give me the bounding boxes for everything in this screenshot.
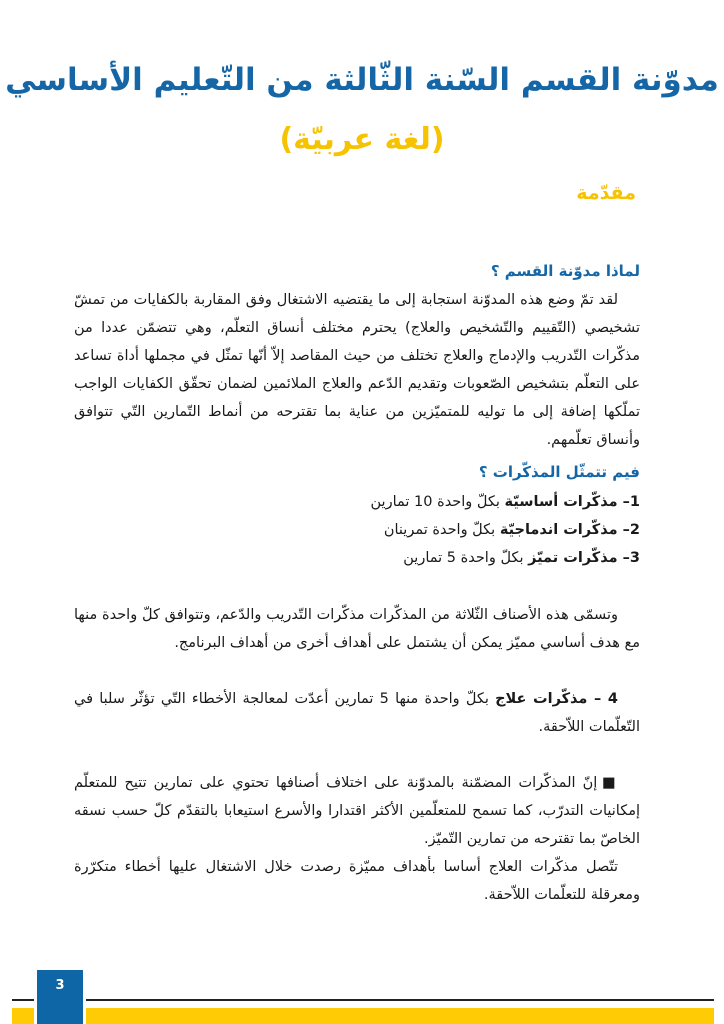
item-number: 1– (617, 494, 640, 510)
page-title: مدوّنة القسم السّنة الثّالثة من التّعليم الأساسي (5, 62, 719, 98)
item-number: 4 – (587, 691, 618, 707)
item-title: مذكّرات أساسيّة (504, 494, 618, 510)
item-text: بكلّ واحدة 10 تمارين (370, 494, 505, 510)
bullet-square-icon: ■ (601, 775, 618, 791)
section-heading-why: لماذا مدوّنة القسم ؟ (490, 262, 640, 280)
footer-band (86, 1008, 714, 1024)
list-item (371, 488, 641, 516)
intro-heading: مقدّمة (576, 182, 636, 204)
paragraph-exercises (74, 769, 640, 853)
paragraph-why: لقد تمّ وضع هذه المدوّنة استجابة إلى ما يقتضيه الاشتغال وفق المقاربة بالكفايات من تمشّ تشخيصي (التّقييم والتّشخيص والعلاج) يحترم مختلف أنساق التعلّم، وهي تتضمّن عددا من مذكّرات التّدريب والإدماج والعلاج تختلف من حيث المقاصد إلاّ أنّها تمثّل في مجملها أداة تساعد على التعلّم بتشخيص الصّعوبات وتقديم الدّعم والعلاج الملائمين لضمان تحقّق الكفايات الواجب تملّكها إضافة إلى ما توليه للمتميّزين من عناية بما تقترحه من أنماط التّمارين التّي تتوافق وأنساق تعلّمهم. (74, 292, 640, 448)
item-number: 2– (617, 522, 640, 538)
paragraph-categories: وتسمّى هذه الأصناف الثّلاثة من المذكّرات مذكّرات التّدريب والدّعم، وتتوافق كلّ واحدة منها مع هدف أساسي مميّز يمكن أن يشتمل على أهداف أخرى من أهداف البرنامج. (74, 607, 640, 651)
paragraph-text: إنّ المذكّرات المضمّنة بالمدوّنة على اختلاف أصنافها تحتوي على تمارين تتيح للمتعلّم إمكانيات التدرّب، كما تسمح للمتعلّمين الأكثر اقتدارا والأسرع استيعابا بالتقدّم كلّ حسب نسقه الخاصّ بما تقترحه من تمارين التّميّز. (74, 775, 640, 847)
item-title: مذكّرات علاج (495, 691, 588, 707)
page-number: 3 (55, 978, 65, 993)
list-item-remedial (74, 685, 640, 741)
item-title: مذكّرات تميّز (528, 550, 618, 566)
item-number: 3– (617, 550, 640, 566)
section-heading-what: فيم تتمثّل المذكّرات ؟ (478, 463, 640, 481)
footer-divider (12, 999, 34, 1001)
paragraph-remedial: تتّصل مذكّرات العلاج أساسا بأهداف مميّزة رصدت خلال الاشتغال عليها أخطاء متكرّرة ومعرقلة للتعلّمات اللاّحقة. (74, 859, 640, 903)
item-title: مذكّرات اندماجيّة (499, 522, 618, 538)
page-subtitle: (لغة عربيّة) (279, 122, 445, 157)
item-text: بكلّ واحدة منها 5 تمارين أعدّت لمعالجة الأخطاء التّي تؤثّر سلبا في التّعلّمات اللاّحقة. (74, 691, 640, 735)
item-text: بكلّ واحدة تمرينان (383, 522, 500, 538)
footer-divider (86, 999, 714, 1001)
item-text: بكلّ واحدة 5 تمارين (403, 550, 529, 566)
footer-band (12, 1008, 34, 1024)
list-item (403, 544, 640, 572)
list-item (384, 516, 640, 544)
